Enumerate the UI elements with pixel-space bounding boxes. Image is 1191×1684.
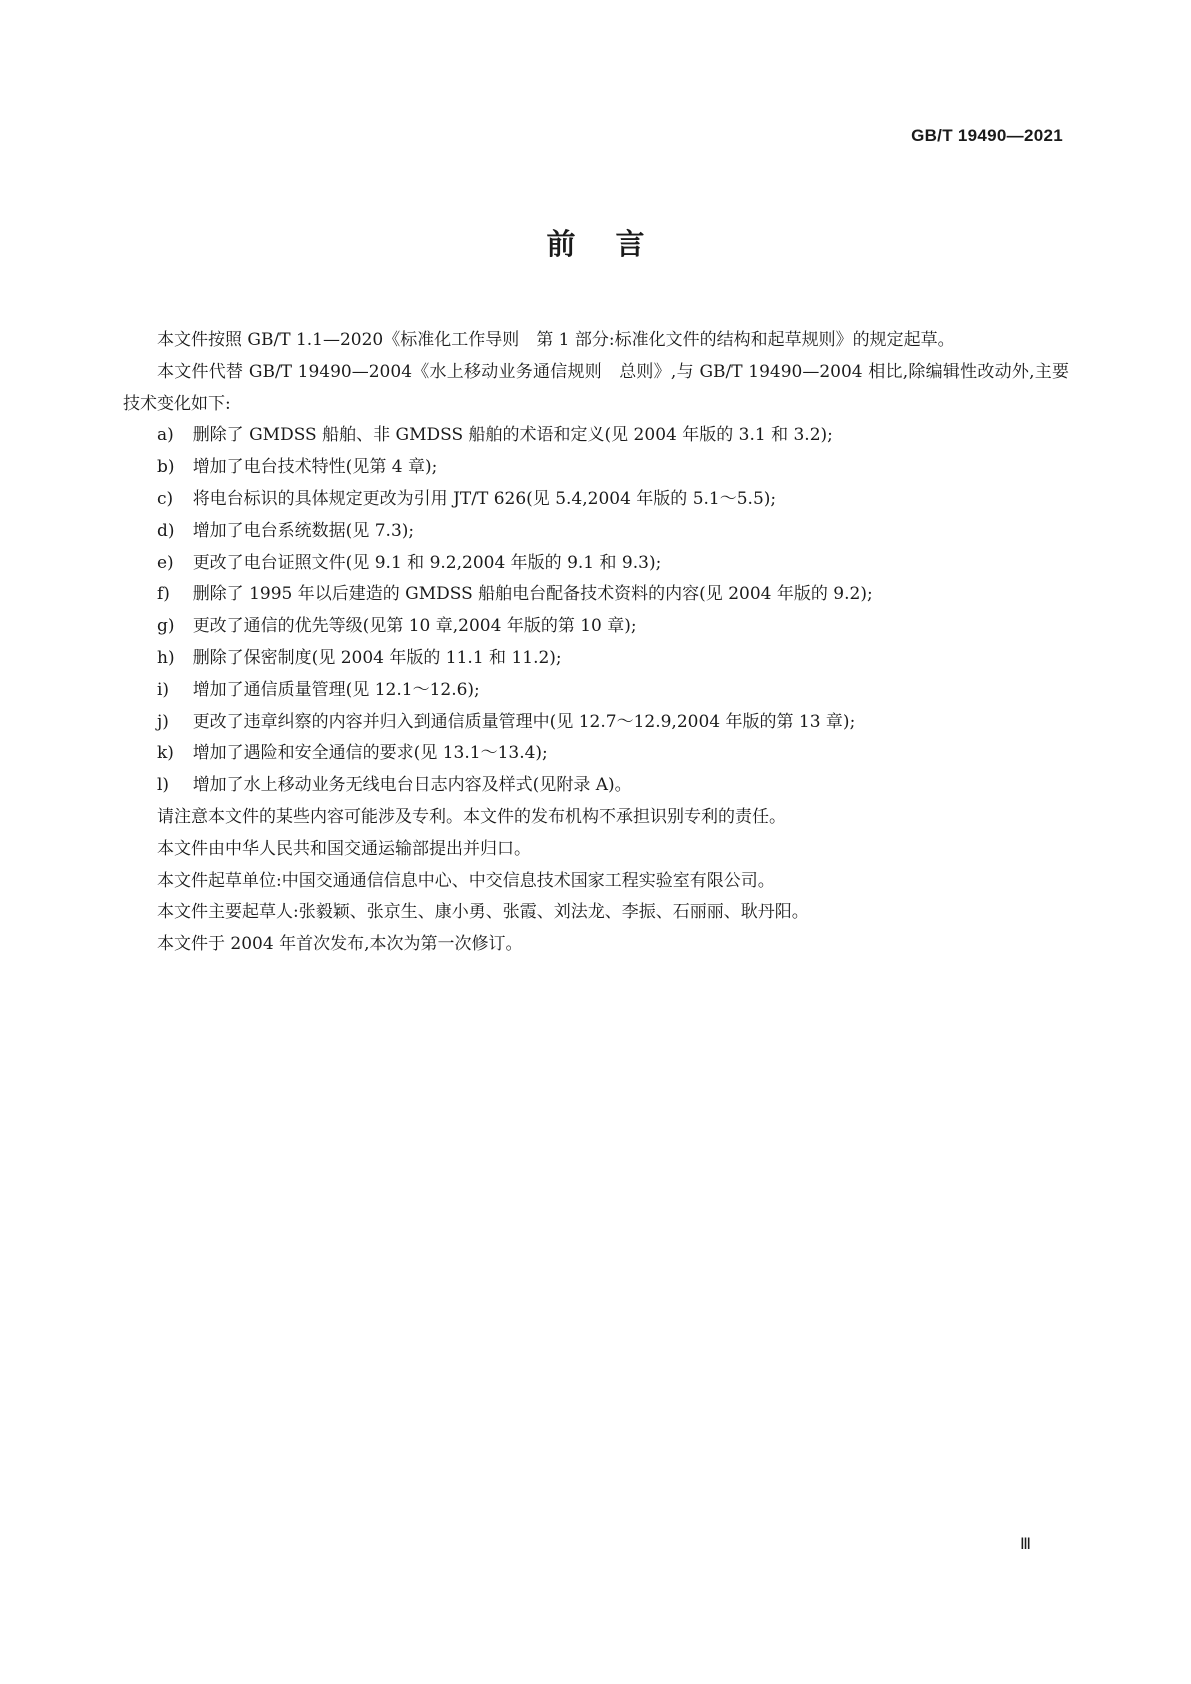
list-item-text: 将电台标识的具体规定更改为引用 JT/T 626(见 5.4,2004 年版的 5.1～5.5);	[192, 488, 777, 509]
list-item	[123, 484, 1069, 516]
list-item-text: 更改了违章纠察的内容并归入到通信质量管理中(见 12.7～12.9,2004 年版的第 13 章);	[192, 711, 856, 732]
list-marker: k)	[157, 743, 174, 764]
list-marker: l)	[157, 775, 170, 796]
list-item	[123, 579, 1069, 611]
list-item-text: 更改了电台证照文件(见 9.1 和 9.2,2004 年版的 9.1 和 9.3);	[192, 552, 662, 573]
list-item	[123, 770, 1069, 802]
list-marker: i)	[157, 679, 170, 700]
paragraph-drafting-basis: 本文件按照 GB/T 1.1—2020《标准化工作导则 第 1 部分:标准化文件的结构和起草规则》的规定起草。	[157, 330, 955, 350]
list-item	[123, 516, 1069, 548]
list-marker: j)	[157, 711, 169, 732]
paragraph-history: 本文件于 2004 年首次发布,本次为第一次修订。	[157, 934, 523, 955]
list-marker: d)	[157, 520, 175, 541]
paragraph-drafting-units: 本文件起草单位:中国交通通信信息中心、中交信息技术国家工程实验室有限公司。	[157, 870, 775, 891]
list-marker: e)	[157, 552, 174, 573]
foreword-body	[123, 325, 1069, 961]
page-number: Ⅲ	[1019, 1536, 1031, 1553]
list-marker: b)	[157, 457, 175, 478]
list-item-text: 增加了水上移动业务无线电台日志内容及样式(见附录 A)。	[192, 775, 632, 796]
list-marker: a)	[157, 425, 174, 446]
list-item-text: 删除了 GMDSS 船舶、非 GMDSS 船舶的术语和定义(见 2004 年版的 3.1 和 3.2);	[192, 425, 833, 446]
list-item-text: 增加了遇险和安全通信的要求(见 13.1～13.4);	[192, 743, 548, 764]
list-item	[123, 420, 1069, 452]
list-marker: h)	[157, 647, 175, 668]
list-marker: g)	[157, 616, 175, 637]
paragraph-patent-notice: 请注意本文件的某些内容可能涉及专利。本文件的发布机构不承担识别专利的责任。	[157, 806, 786, 827]
list-item	[123, 707, 1069, 739]
list-marker: f)	[157, 584, 170, 605]
list-item-text: 删除了 1995 年以后建造的 GMDSS 船舶电台配备技术资料的内容(见 2004 年版的 9.2);	[192, 584, 873, 605]
list-item	[123, 611, 1069, 643]
paragraph-drafters: 本文件主要起草人:张毅颖、张京生、康小勇、张霞、刘法龙、李振、石丽丽、耿丹阳。	[157, 902, 809, 923]
list-marker: c)	[157, 488, 174, 509]
list-item	[123, 643, 1069, 675]
list-item-text: 删除了保密制度(见 2004 年版的 11.1 和 11.2);	[192, 647, 562, 668]
standard-code: GB/T 19490—2021	[911, 126, 1063, 145]
list-item	[123, 675, 1069, 707]
list-item-text: 增加了通信质量管理(见 12.1～12.6);	[192, 679, 480, 700]
list-item-text: 更改了通信的优先等级(见第 10 章,2004 年版的第 10 章);	[192, 616, 637, 637]
page-title: 前言	[546, 227, 685, 261]
list-item-text: 增加了电台系统数据(见 7.3);	[192, 520, 415, 541]
list-item-text: 增加了电台技术特性(见第 4 章);	[192, 457, 438, 478]
list-item	[123, 738, 1069, 770]
list-item	[123, 548, 1069, 580]
list-item	[123, 452, 1069, 484]
paragraph-proposer: 本文件由中华人民共和国交通运输部提出并归口。	[157, 838, 531, 859]
paragraph-replacement: 本文件代替 GB/T 19490—2004《水上移动业务通信规则 总则》,与 GB/T 19490—2004 相比,除编辑性改动外,主要技术变化如下:	[123, 361, 1069, 414]
